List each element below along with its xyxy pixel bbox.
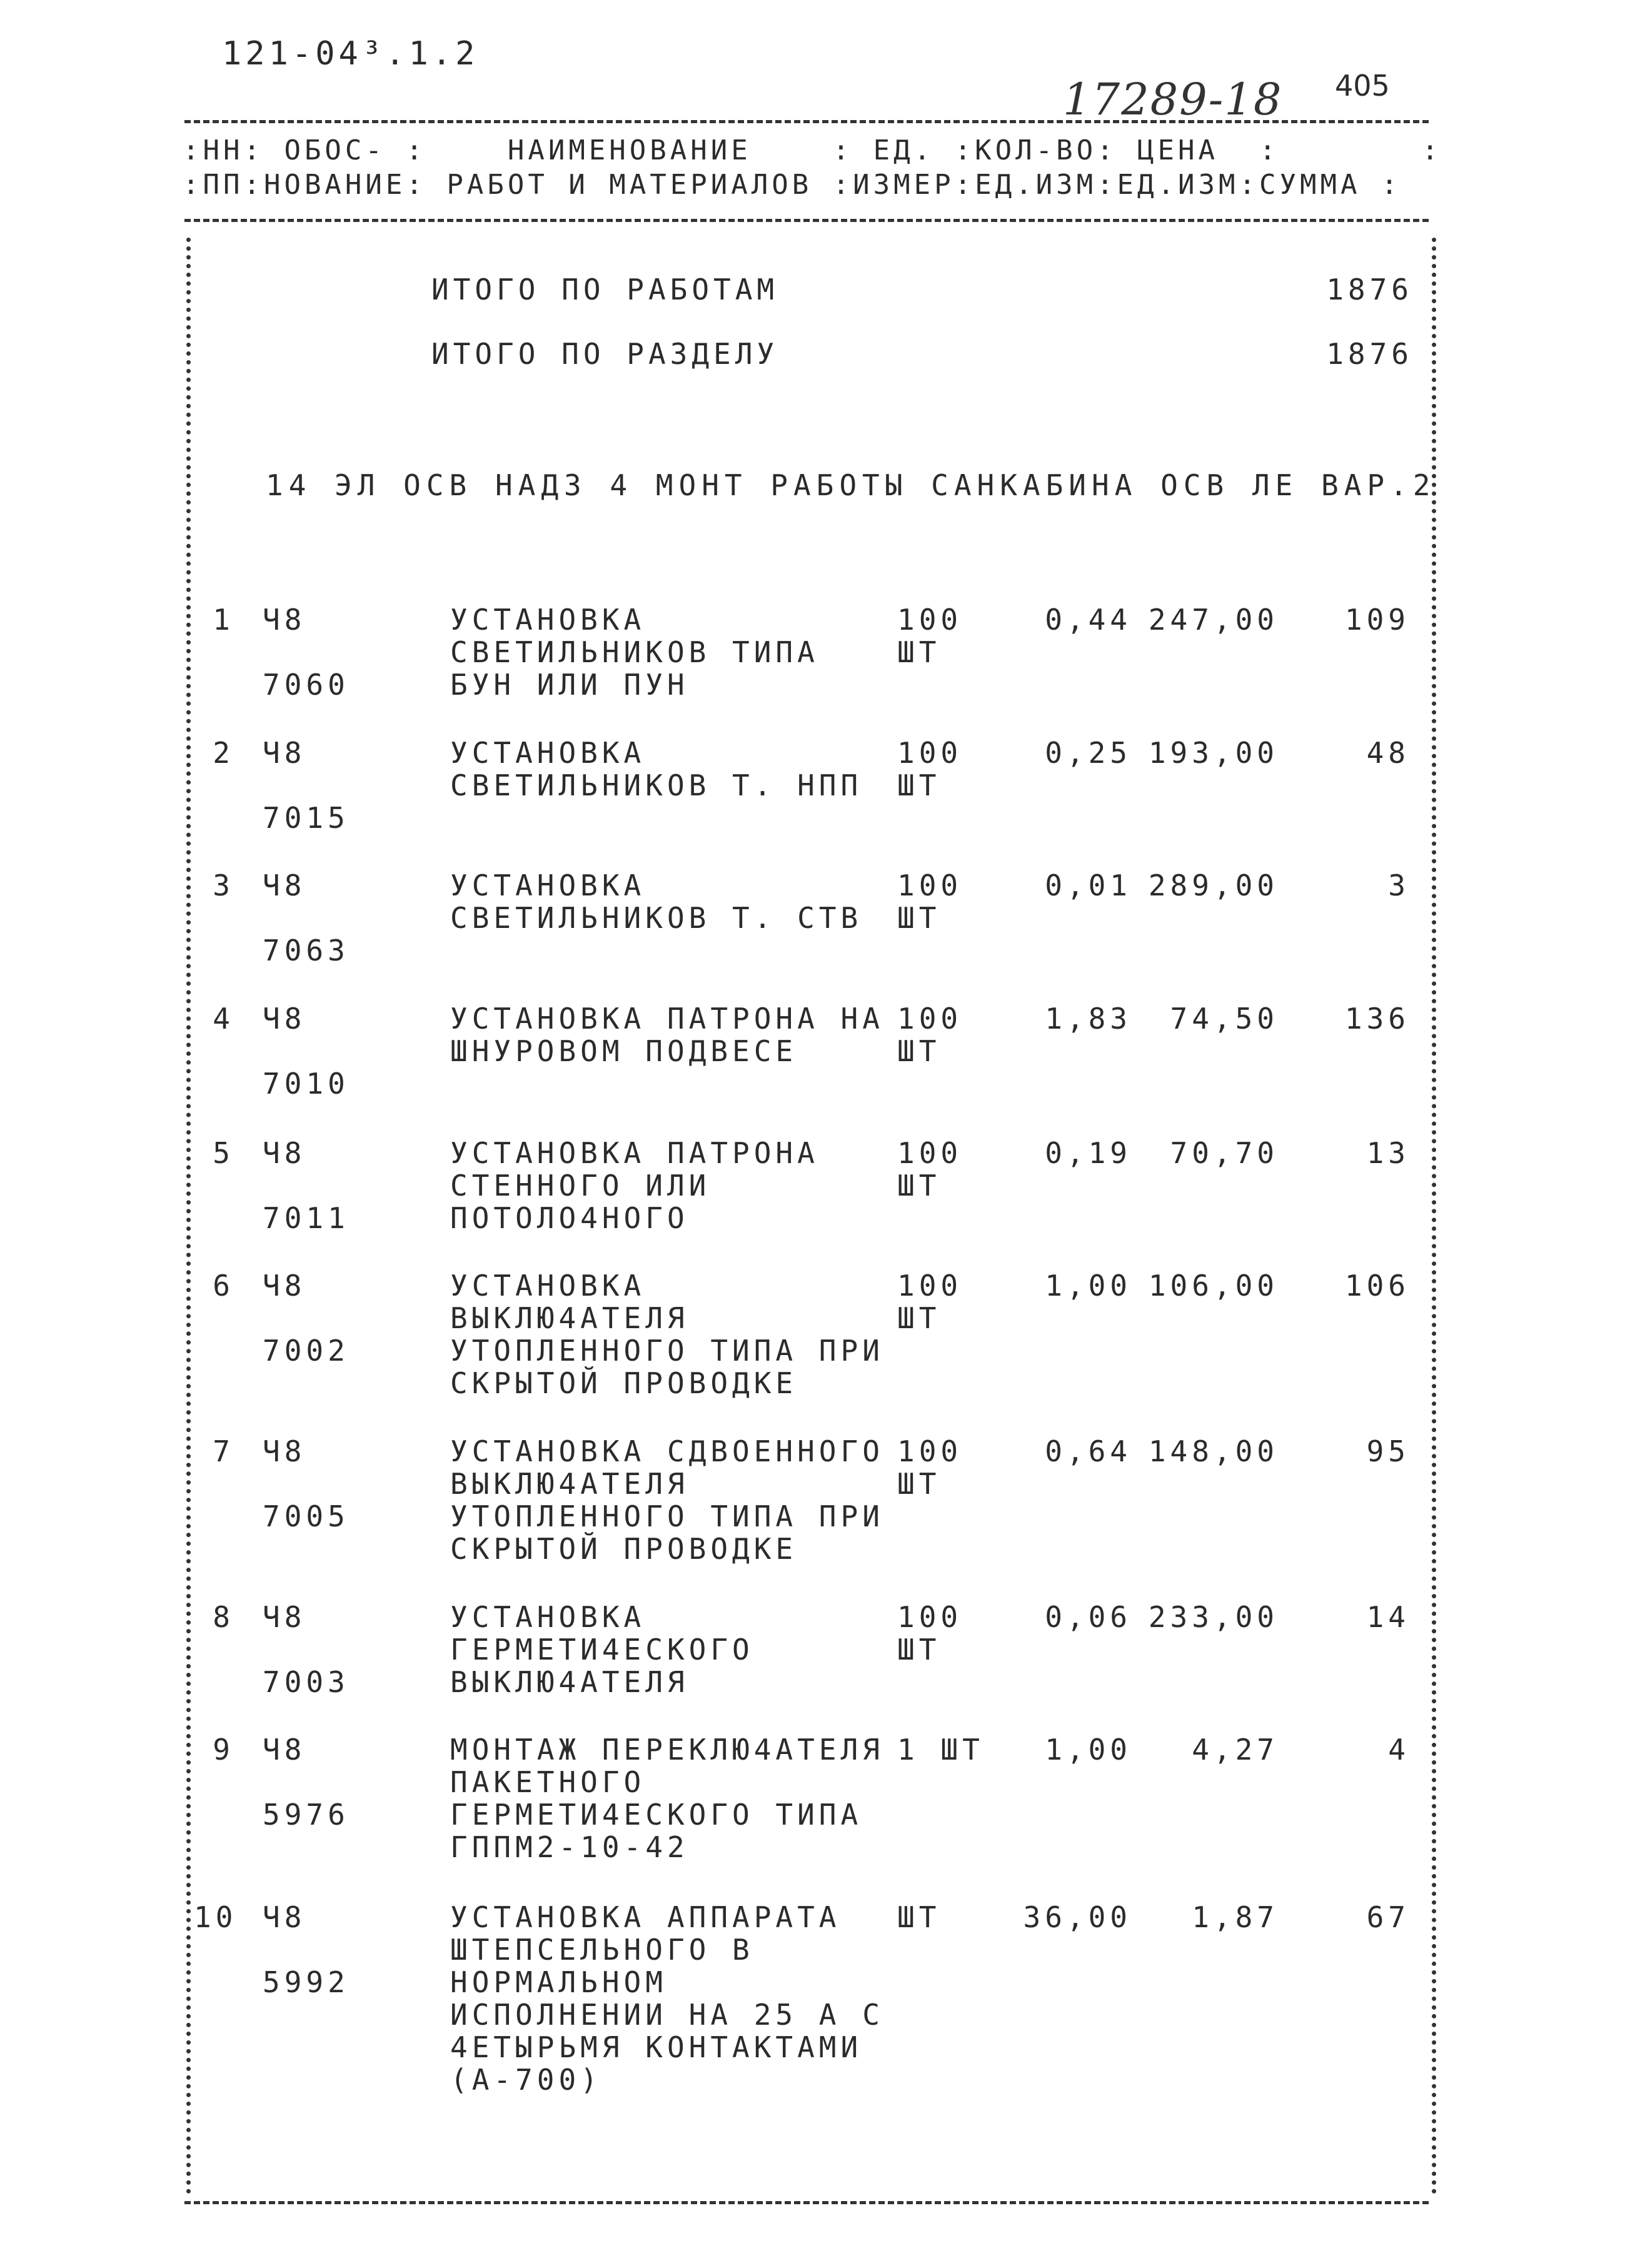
- row-description: [450, 603, 819, 701]
- row-code: Ч8: [263, 1002, 306, 1036]
- row-unit: [897, 869, 962, 934]
- row-code: Ч8: [263, 1900, 306, 1934]
- row-price: 1,87: [1192, 1900, 1279, 1934]
- description-line: ИСПОЛНЕНИИ НА 25 А С: [450, 1998, 884, 2032]
- row-sum: 13: [1366, 1136, 1410, 1170]
- row-code: Ч8: [263, 603, 306, 637]
- row-unit: [897, 1901, 940, 1933]
- description-line: ГЕРМЕТИ4ЕСКОГО ТИПА: [450, 1798, 863, 1832]
- description-line: МОНТАЖ ПЕРЕКЛЮ4АТЕЛЯ: [450, 1733, 884, 1767]
- description-line: ПАКЕТНОГО: [450, 1765, 646, 1799]
- row-quantity: 0,06: [1045, 1600, 1132, 1634]
- row-price: 106,00: [1148, 1269, 1279, 1303]
- unit-line: 100: [897, 1002, 963, 1036]
- description-line: УСТАНОВКА ПАТРОНА НА: [450, 1002, 884, 1036]
- description-line: (А-700): [450, 2063, 602, 2097]
- unit-line: ШТ: [897, 1467, 941, 1501]
- description-line: УСТАНОВКА: [450, 603, 646, 637]
- handwritten-number: 17289-18: [1063, 74, 1283, 125]
- unit-line: ШТ: [897, 1034, 941, 1068]
- row-price: 70,70: [1170, 1136, 1279, 1170]
- description-line: ВЫКЛЮ4АТЕЛЯ: [450, 1665, 689, 1699]
- row-quantity: 1,00: [1045, 1733, 1132, 1767]
- top-dashed-rule: [184, 120, 1429, 123]
- unit-line: 100: [897, 603, 963, 637]
- description-line: СВЕТИЛЬНИКОВ ТИПА: [450, 635, 819, 669]
- row-quantity: 36,00: [1023, 1900, 1132, 1934]
- description-line: 4ЕТЫРЬМЯ КОНТАКТАМИ: [450, 2030, 863, 2064]
- right-border: [1432, 238, 1436, 2195]
- description-line: УСТАНОВКА АППАРАТА: [450, 1900, 841, 1934]
- description-line: УСТАНОВКА: [450, 1269, 646, 1303]
- row-sum: 136: [1344, 1002, 1410, 1036]
- row-number: 2: [213, 736, 234, 770]
- description-line: УСТАНОВКА: [450, 736, 646, 770]
- description-line: ШТЕПСЕЛЬНОГО В: [450, 1933, 754, 1967]
- row-unit: [897, 1601, 962, 1666]
- row-quantity: 0,44: [1045, 603, 1132, 637]
- unit-line: ШТ: [897, 1301, 941, 1335]
- description-line: УСТАНОВКА СДВОЕННОГО: [450, 1434, 884, 1468]
- description-line: СКРЫТОЙ ПРОВОДКЕ: [450, 1532, 798, 1566]
- row-price: 193,00: [1148, 736, 1279, 770]
- row-unit: [897, 603, 962, 668]
- row-description: [450, 869, 862, 934]
- row-sum: 95: [1366, 1434, 1410, 1468]
- row-description: [450, 1733, 884, 1863]
- unit-line: 100: [897, 1269, 963, 1303]
- row-number: 9: [213, 1733, 234, 1767]
- row-unit: [897, 1137, 962, 1202]
- row-quantity: 0,01: [1045, 869, 1132, 902]
- row-code: Ч8: [263, 1434, 306, 1468]
- description-line: УСТАНОВКА ПАТРОНА: [450, 1136, 819, 1170]
- total-section-label: ИТОГО ПО РАЗДЕЛУ: [431, 337, 779, 371]
- unit-line: 1 ШТ: [897, 1733, 984, 1767]
- row-price: 148,00: [1148, 1434, 1279, 1468]
- row-description: [450, 1137, 819, 1234]
- row-unit: [897, 737, 962, 802]
- row-number: 10: [194, 1900, 238, 1934]
- row-number: 4: [213, 1002, 234, 1036]
- row-code: Ч8: [263, 1136, 306, 1170]
- row-description: [450, 1601, 754, 1698]
- row-price: 247,00: [1148, 603, 1279, 637]
- unit-line: 100: [897, 869, 963, 902]
- row-subcode: 7003: [263, 1665, 350, 1699]
- row-sum: 48: [1366, 736, 1410, 770]
- total-section-value: 1876: [1326, 337, 1413, 371]
- row-unit: [897, 1002, 962, 1067]
- unit-line: ШТ: [897, 1169, 941, 1202]
- row-price: 74,50: [1170, 1002, 1279, 1036]
- row-sum: 109: [1344, 603, 1410, 637]
- row-unit: [897, 1435, 962, 1500]
- row-sum: 4: [1388, 1733, 1410, 1767]
- row-code: Ч8: [263, 869, 306, 902]
- row-code: Ч8: [263, 1269, 306, 1303]
- row-number: 1: [213, 603, 234, 637]
- row-subcode: 7002: [263, 1334, 350, 1368]
- row-subcode: 7010: [263, 1067, 350, 1101]
- row-price: 4,27: [1192, 1733, 1279, 1767]
- description-line: УСТАНОВКА: [450, 1600, 646, 1634]
- row-description: [450, 737, 862, 802]
- left-border: [186, 238, 191, 2195]
- row-sum: 14: [1366, 1600, 1410, 1634]
- row-description: [450, 1269, 884, 1399]
- description-line: НОРМАЛЬНОМ: [450, 1965, 667, 1999]
- header-dashed-rule: [184, 219, 1429, 222]
- document-code: 121-04³.1.2: [222, 35, 479, 73]
- row-subcode: 7011: [263, 1201, 350, 1235]
- description-line: ШНУРОВОМ ПОДВЕСЕ: [450, 1034, 798, 1068]
- description-line: ВЫКЛЮ4АТЕЛЯ: [450, 1467, 689, 1501]
- unit-line: ШТ: [897, 901, 941, 935]
- row-sum: 67: [1366, 1900, 1410, 1934]
- row-number: 6: [213, 1269, 234, 1303]
- row-description: [450, 1435, 884, 1565]
- description-line: СТЕННОГО ИЛИ: [450, 1169, 711, 1202]
- total-works-value: 1876: [1326, 273, 1413, 306]
- row-unit: [897, 1733, 984, 1766]
- table-header-line-2: :ПП:НОВАНИЕ: РАБОТ И МАТЕРИАЛОВ :ИЗМЕР:ЕД.ИЗМ:ЕД.ИЗМ:СУММА :: [183, 169, 1402, 201]
- description-line: СКРЫТОЙ ПРОВОДКЕ: [450, 1366, 798, 1400]
- row-quantity: 0,25: [1045, 736, 1132, 770]
- table-header-line-1: :НН: ОБОС- : НАИМЕНОВАНИЕ : ЕД. :КОЛ-ВО: ЦЕНА : :: [183, 134, 1442, 166]
- total-works-label: ИТОГО ПО РАБОТАМ: [431, 273, 779, 306]
- row-number: 5: [213, 1136, 234, 1170]
- row-unit: [897, 1269, 962, 1334]
- description-line: ПОТОЛО4НОГО: [450, 1201, 689, 1235]
- unit-line: ШТ: [897, 635, 941, 669]
- description-line: ВЫКЛЮ4АТЕЛЯ: [450, 1301, 689, 1335]
- description-line: УТОПЛЕННОГО ТИПА ПРИ: [450, 1499, 884, 1533]
- row-quantity: 0,64: [1045, 1434, 1132, 1468]
- row-number: 3: [213, 869, 234, 902]
- row-sum: 3: [1388, 869, 1410, 902]
- row-subcode: 7015: [263, 801, 350, 835]
- page-number: 405: [1335, 69, 1390, 103]
- row-description: [450, 1901, 884, 2096]
- row-subcode: 5976: [263, 1798, 350, 1832]
- row-subcode: 5992: [263, 1965, 350, 1999]
- row-subcode: 7063: [263, 934, 350, 967]
- description-line: СВЕТИЛЬНИКОВ Т. СТВ: [450, 901, 863, 935]
- row-subcode: 7005: [263, 1499, 350, 1533]
- description-line: УСТАНОВКА: [450, 869, 646, 902]
- unit-line: 100: [897, 736, 963, 770]
- row-description: [450, 1002, 884, 1067]
- unit-line: 100: [897, 1600, 963, 1634]
- description-line: БУН ИЛИ ПУН: [450, 668, 689, 702]
- row-price: 289,00: [1148, 869, 1279, 902]
- unit-line: ШТ: [897, 1900, 941, 1934]
- bottom-dashed-rule: [184, 2201, 1429, 2204]
- unit-line: 100: [897, 1136, 963, 1170]
- unit-line: ШТ: [897, 1633, 941, 1666]
- row-subcode: 7060: [263, 668, 350, 702]
- description-line: СВЕТИЛЬНИКОВ Т. НПП: [450, 769, 863, 802]
- row-sum: 106: [1344, 1269, 1410, 1303]
- description-line: ГЕРМЕТИ4ЕСКОГО: [450, 1633, 754, 1666]
- section-title: 14 ЭЛ ОСВ НАДЗ 4 МОНТ РАБОТЫ САНКАБИНА ОСВ ЛЕ ВАР.2: [266, 468, 1436, 502]
- row-number: 8: [213, 1600, 234, 1634]
- row-code: Ч8: [263, 1733, 306, 1767]
- description-line: ГППМ2-10-42: [450, 1830, 689, 1864]
- row-price: 233,00: [1148, 1600, 1279, 1634]
- row-quantity: 0,19: [1045, 1136, 1132, 1170]
- row-code: Ч8: [263, 736, 306, 770]
- row-code: Ч8: [263, 1600, 306, 1634]
- unit-line: ШТ: [897, 769, 941, 802]
- row-quantity: 1,00: [1045, 1269, 1132, 1303]
- unit-line: 100: [897, 1434, 963, 1468]
- description-line: УТОПЛЕННОГО ТИПА ПРИ: [450, 1334, 884, 1368]
- row-quantity: 1,83: [1045, 1002, 1132, 1036]
- row-number: 7: [213, 1434, 234, 1468]
